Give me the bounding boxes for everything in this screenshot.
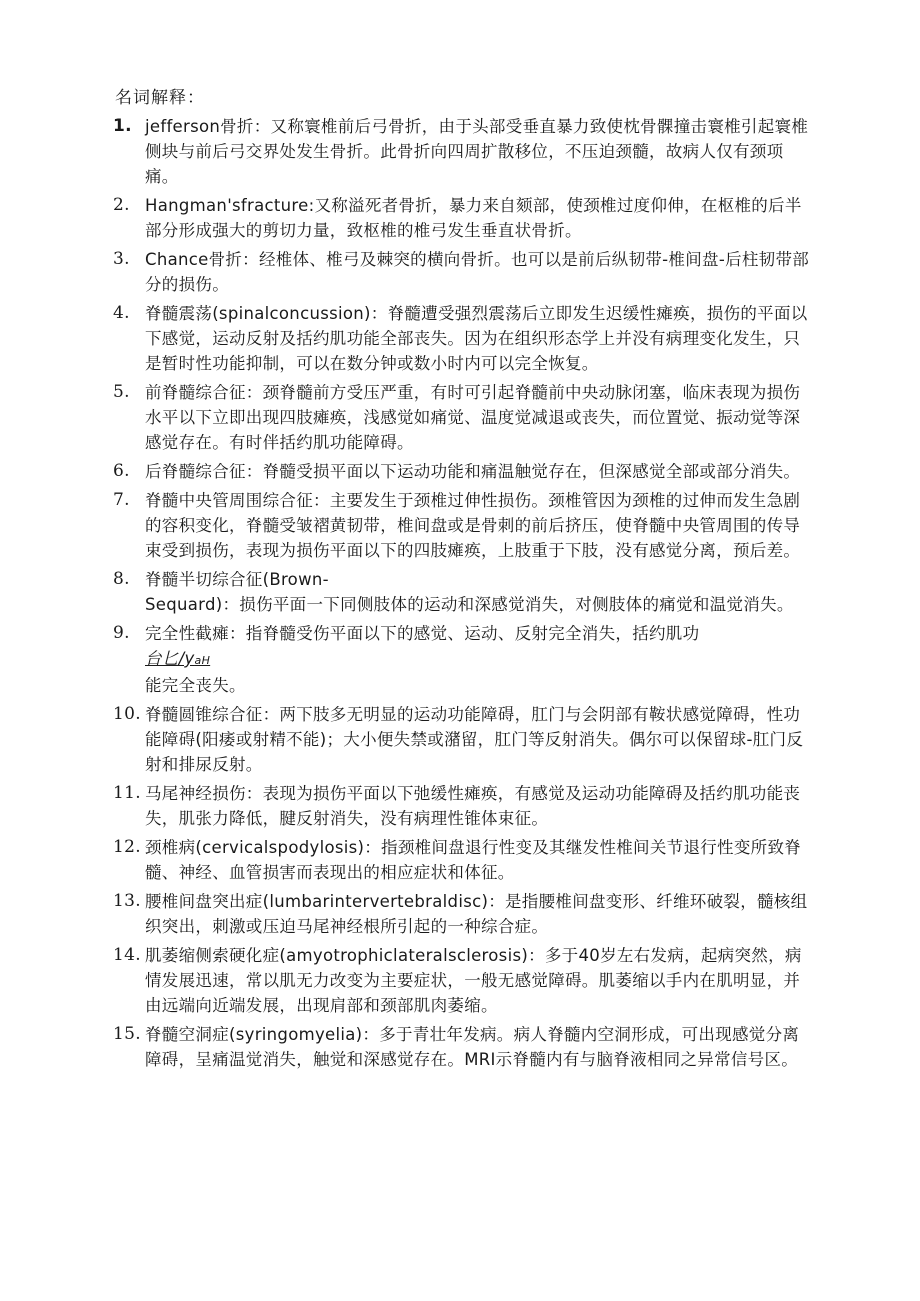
- item-number: 2.: [113, 195, 130, 215]
- garbled-ocr-text: 台匕/y: [145, 649, 195, 668]
- item-text-garbled: [145, 646, 813, 673]
- list-item-7: [113, 488, 813, 563]
- list-item-10: [113, 702, 813, 777]
- item-text: jefferson骨折：又称寰椎前后弓骨折，由于头部受垂直暴力致使枕骨髁撞击寰椎引起寰椎侧块与前后弓交界处发生骨折。此骨折向四周扩散移位，不压迫颈髓，故病人仅有颈项痛。: [145, 117, 809, 186]
- item-text: 后脊髓综合征：脊髓受损平面以下运动功能和痛温触觉存在，但深感觉全部或部分消失。: [145, 462, 801, 481]
- item-number: 11.: [113, 783, 141, 803]
- list-item-5: [113, 380, 813, 455]
- list-item-15: [113, 1022, 813, 1072]
- item-text: 脊髓圆锥综合征：两下肢多无明显的运动功能障碍，肛门与会阴部有鞍状感觉障碍，性功能障碍(阳痿或射精不能)；大小便失禁或潴留，肛门等反射消失。偶尔可以保留球-肛门反射和排尿反射。: [145, 705, 804, 774]
- item-number: 10.: [113, 704, 141, 724]
- item-text: 脊髓空洞症(syringomyelia)：多于青壮年发病。病人脊髓内空洞形成，可出现感觉分离障碍，呈痛温觉消失，触觉和深感觉存在。MRI示脊髓内有与脑脊液相同之异常信号区。: [145, 1025, 800, 1069]
- item-number: 14.: [113, 945, 141, 965]
- garbled-ocr-subscript: aH: [194, 654, 211, 667]
- list-item-3: [113, 247, 813, 297]
- item-text: 颈椎病(cervicalspodylosis)：指颈椎间盘退行性变及其继发性椎间关节退行性变所致脊髓、神经、血管损害而表现出的相应症状和体征。: [145, 838, 802, 882]
- list-item-11: [113, 781, 813, 831]
- page-heading: 名词解释：: [115, 88, 205, 108]
- item-number: 12.: [113, 837, 141, 857]
- item-number: 5.: [113, 382, 130, 402]
- item-number: 7.: [113, 490, 130, 510]
- item-text: 脊髓震荡(spinalconcussion)：脊髓遭受强烈震荡后立即发生迟缓性瘫痪，损伤的平面以下感觉，运动反射及括约肌功能全部丧失。因为在组织形态学上并没有病理变化发生，只是暂时性功能抑制，可以在数分钟或数小时内可以完全恢复。: [145, 304, 808, 373]
- item-number: 4.: [113, 303, 130, 323]
- item-text: 腰椎间盘突出症(lumbarintervertebraldisc)：是指腰椎间盘变形、纤维环破裂，髓核组织突出，刺激或压迫马尾神经根所引起的一种综合症。: [145, 892, 808, 936]
- item-number: 9.: [113, 623, 130, 643]
- list-item-8: [113, 567, 813, 617]
- list-item-4: [113, 301, 813, 376]
- item-number: 3.: [113, 249, 130, 269]
- item-number: 1.: [113, 116, 132, 136]
- definition-list: [113, 114, 813, 1076]
- list-item-14: [113, 943, 813, 1018]
- list-item-1: [113, 114, 813, 189]
- item-text-line1: 完全性截瘫：指脊髓受伤平面以下的感觉、运动、反射完全消失，括约肌功: [145, 624, 700, 643]
- item-number: 13.: [113, 891, 141, 911]
- item-text-line3: 能完全丧失。: [145, 676, 246, 695]
- item-text: 前脊髓综合征：颈脊髓前方受压严重，有时可引起脊髓前中央动脉闭塞，临床表现为损伤水平以下立即出现四肢瘫痪，浅感觉如痛觉、温度觉减退或丧失，而位置觉、振动觉等深感觉存在。有时伴括约肌功能障碍。: [145, 383, 801, 452]
- item-text: 马尾神经损伤：表现为损伤平面以下弛缓性瘫痪，有感觉及运动功能障碍及括约肌功能丧失，肌张力降低，腱反射消失，没有病理性锥体束征。: [145, 784, 801, 828]
- item-number: 15.: [113, 1024, 141, 1044]
- item-text-line2: Sequard)：损伤平面一下同侧肢体的运动和深感觉消失，对侧肢体的痛觉和温觉消失。: [145, 595, 794, 614]
- list-item-2: [113, 193, 813, 243]
- list-item-12: [113, 835, 813, 885]
- item-text: 肌萎缩侧索硬化症(amyotrophiclateralsclerosis)：多于40岁左右发病，起病突然，病情发展迅速，常以肌无力改变为主要症状，一般无感觉障碍。肌萎缩以手内在肌明显，并由远端向近端发展，出现肩部和颈部肌肉萎缩。: [145, 946, 802, 1015]
- list-item-13: [113, 889, 813, 939]
- item-text: Chance骨折：经椎体、椎弓及棘突的横向骨折。也可以是前后纵韧带-椎间盘-后柱韧带部分的损伤。: [145, 250, 810, 294]
- list-item-6: [113, 459, 813, 484]
- list-item-9: [113, 621, 813, 698]
- item-text: Hangman'sfracture:又称溢死者骨折，暴力来自颏部，使颈椎过度仰伸，在枢椎的后半部分形成强大的剪切力量，致枢椎的椎弓发生垂直状骨折。: [145, 196, 802, 240]
- item-number: 8.: [113, 569, 130, 589]
- item-text: 脊髓中央管周围综合征：主要发生于颈椎过伸性损伤。颈椎管因为颈椎的过伸而发生急剧的容积变化，脊髓受皱褶黄韧带，椎间盘或是骨刺的前后挤压，使脊髓中央管周围的传导束受到损伤，表现为损伤平面以下的四肢瘫痪，上肢重于下肢，没有感觉分离，预后差。: [145, 491, 801, 560]
- item-text-line1: 脊髓半切综合征(Brown-: [145, 570, 329, 589]
- item-number: 6.: [113, 461, 130, 481]
